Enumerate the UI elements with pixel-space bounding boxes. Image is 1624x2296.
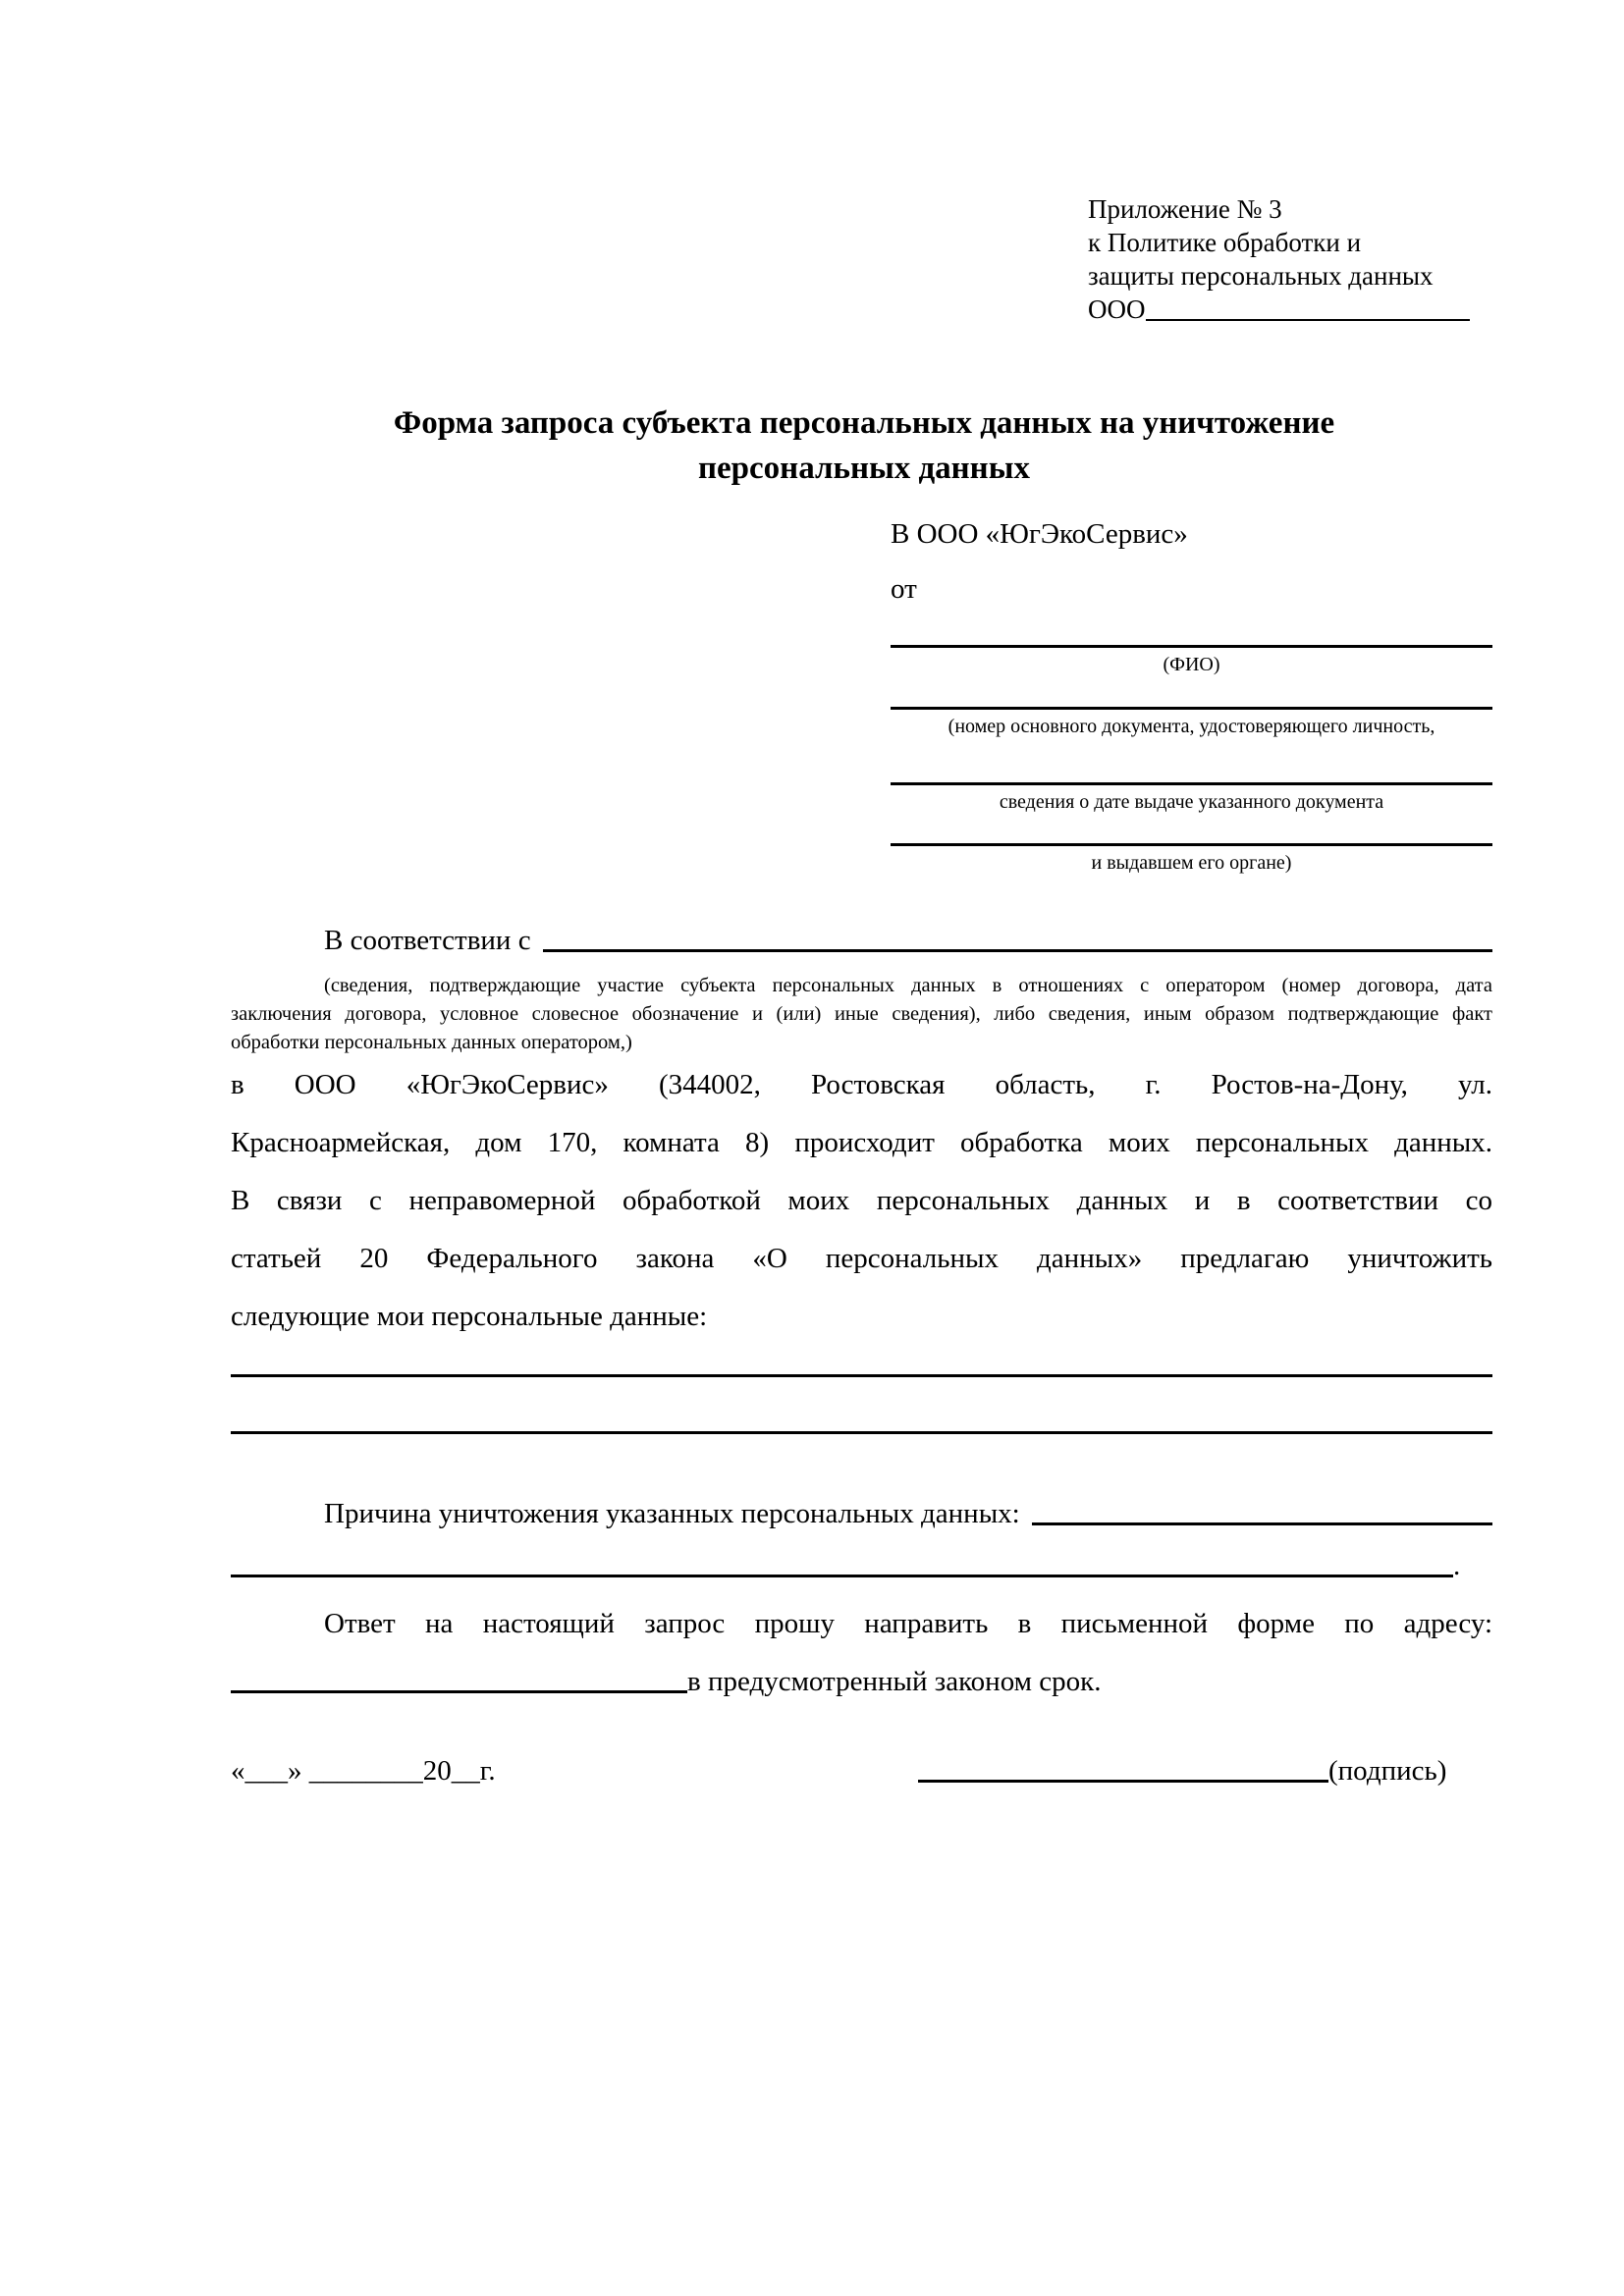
- addressee-organization: В ООО «ЮгЭкоСервис»: [891, 518, 1188, 550]
- addressee-from-label: от: [891, 573, 917, 605]
- document-number-caption: (номер основного документа, удостоверяющего личность,: [947, 716, 1435, 737]
- reason-blank-field: [1032, 1522, 1492, 1525]
- reason-blank-field-2: [231, 1575, 1453, 1577]
- personal-data-blank-field-1: [231, 1374, 1492, 1377]
- reason-label: Причина уничтожения указанных персональных данных:: [324, 1498, 1020, 1529]
- period-text: .: [1453, 1550, 1461, 1581]
- issue-date-caption: сведения о дате выдаче указанного документа: [999, 791, 1384, 813]
- note-line: заключения договора, условное словесное обозначение и (или) иные сведения), либо сведения, иным образом подтверждающие факт: [231, 1003, 1492, 1025]
- appendix-ooo-row: [1088, 293, 1500, 326]
- appendix-line-1: Приложение № 3: [1088, 194, 1282, 224]
- fio-blank-field: [891, 645, 1492, 648]
- appendix-line-2: к Политике обработки и: [1088, 228, 1362, 257]
- appendix-ooo-label: ООО: [1088, 294, 1146, 324]
- address-row: [231, 1666, 1492, 1698]
- body-paragraph-line: в ООО «ЮгЭкоСервис» (344002, Ростовская область, г. Ростов-на-Дону, ул.: [231, 1069, 1492, 1100]
- ooo-name-blank-field: [1146, 319, 1470, 321]
- appendix-block: [1088, 192, 1500, 326]
- reason-continuation-row: [231, 1549, 1492, 1582]
- issue-date-blank-field: [891, 782, 1492, 785]
- accordance-label: В соответствии с: [324, 925, 531, 956]
- reason-row: [231, 1498, 1492, 1530]
- issuing-authority-caption: и выдавшем его органе): [1091, 852, 1292, 874]
- personal-data-blank-field-2: [231, 1431, 1492, 1434]
- issuing-authority-blank-field: [891, 843, 1492, 846]
- page-title: Форма запроса субъекта персональных данных на уничтожение персональных данных: [393, 405, 1335, 486]
- fio-caption: (ФИО): [1163, 654, 1220, 675]
- signature-blank-field: [918, 1780, 1328, 1783]
- body-paragraph-line: В связи с неправомерной обработкой моих персональных данных и в соответствии со: [231, 1185, 1492, 1216]
- date-blank-text: «___» ________20__г.: [231, 1755, 496, 1787]
- signature-row: [918, 1755, 1446, 1788]
- accordance-blank-field: [543, 949, 1492, 952]
- signature-caption: (подпись): [1328, 1755, 1447, 1787]
- appendix-line-3: защиты персональных данных: [1088, 261, 1434, 291]
- body-paragraph-line: следующие мои персональные данные:: [231, 1301, 708, 1332]
- answer-tail-text: в предусмотренный законом срок.: [687, 1666, 1102, 1697]
- answer-request-line: Ответ на настоящий запрос прошу направить в письменной форме по адресу:: [324, 1608, 1492, 1639]
- address-blank-field: [231, 1690, 687, 1693]
- body-paragraph-line: Красноармейская, дом 170, комната 8) происходит обработка моих персональных данных.: [231, 1127, 1492, 1158]
- note-line: обработки персональных данных оператором,): [231, 1032, 632, 1053]
- body-paragraph-line: статьей 20 Федерального закона «О персональных данных» предлагаю уничтожить: [231, 1243, 1492, 1274]
- document-number-blank-field: [891, 707, 1492, 710]
- note-line: (сведения, подтверждающие участие субъекта персональных данных в отношениях с оператором (номер договора, дата: [324, 975, 1492, 996]
- accordance-row: [231, 925, 1492, 957]
